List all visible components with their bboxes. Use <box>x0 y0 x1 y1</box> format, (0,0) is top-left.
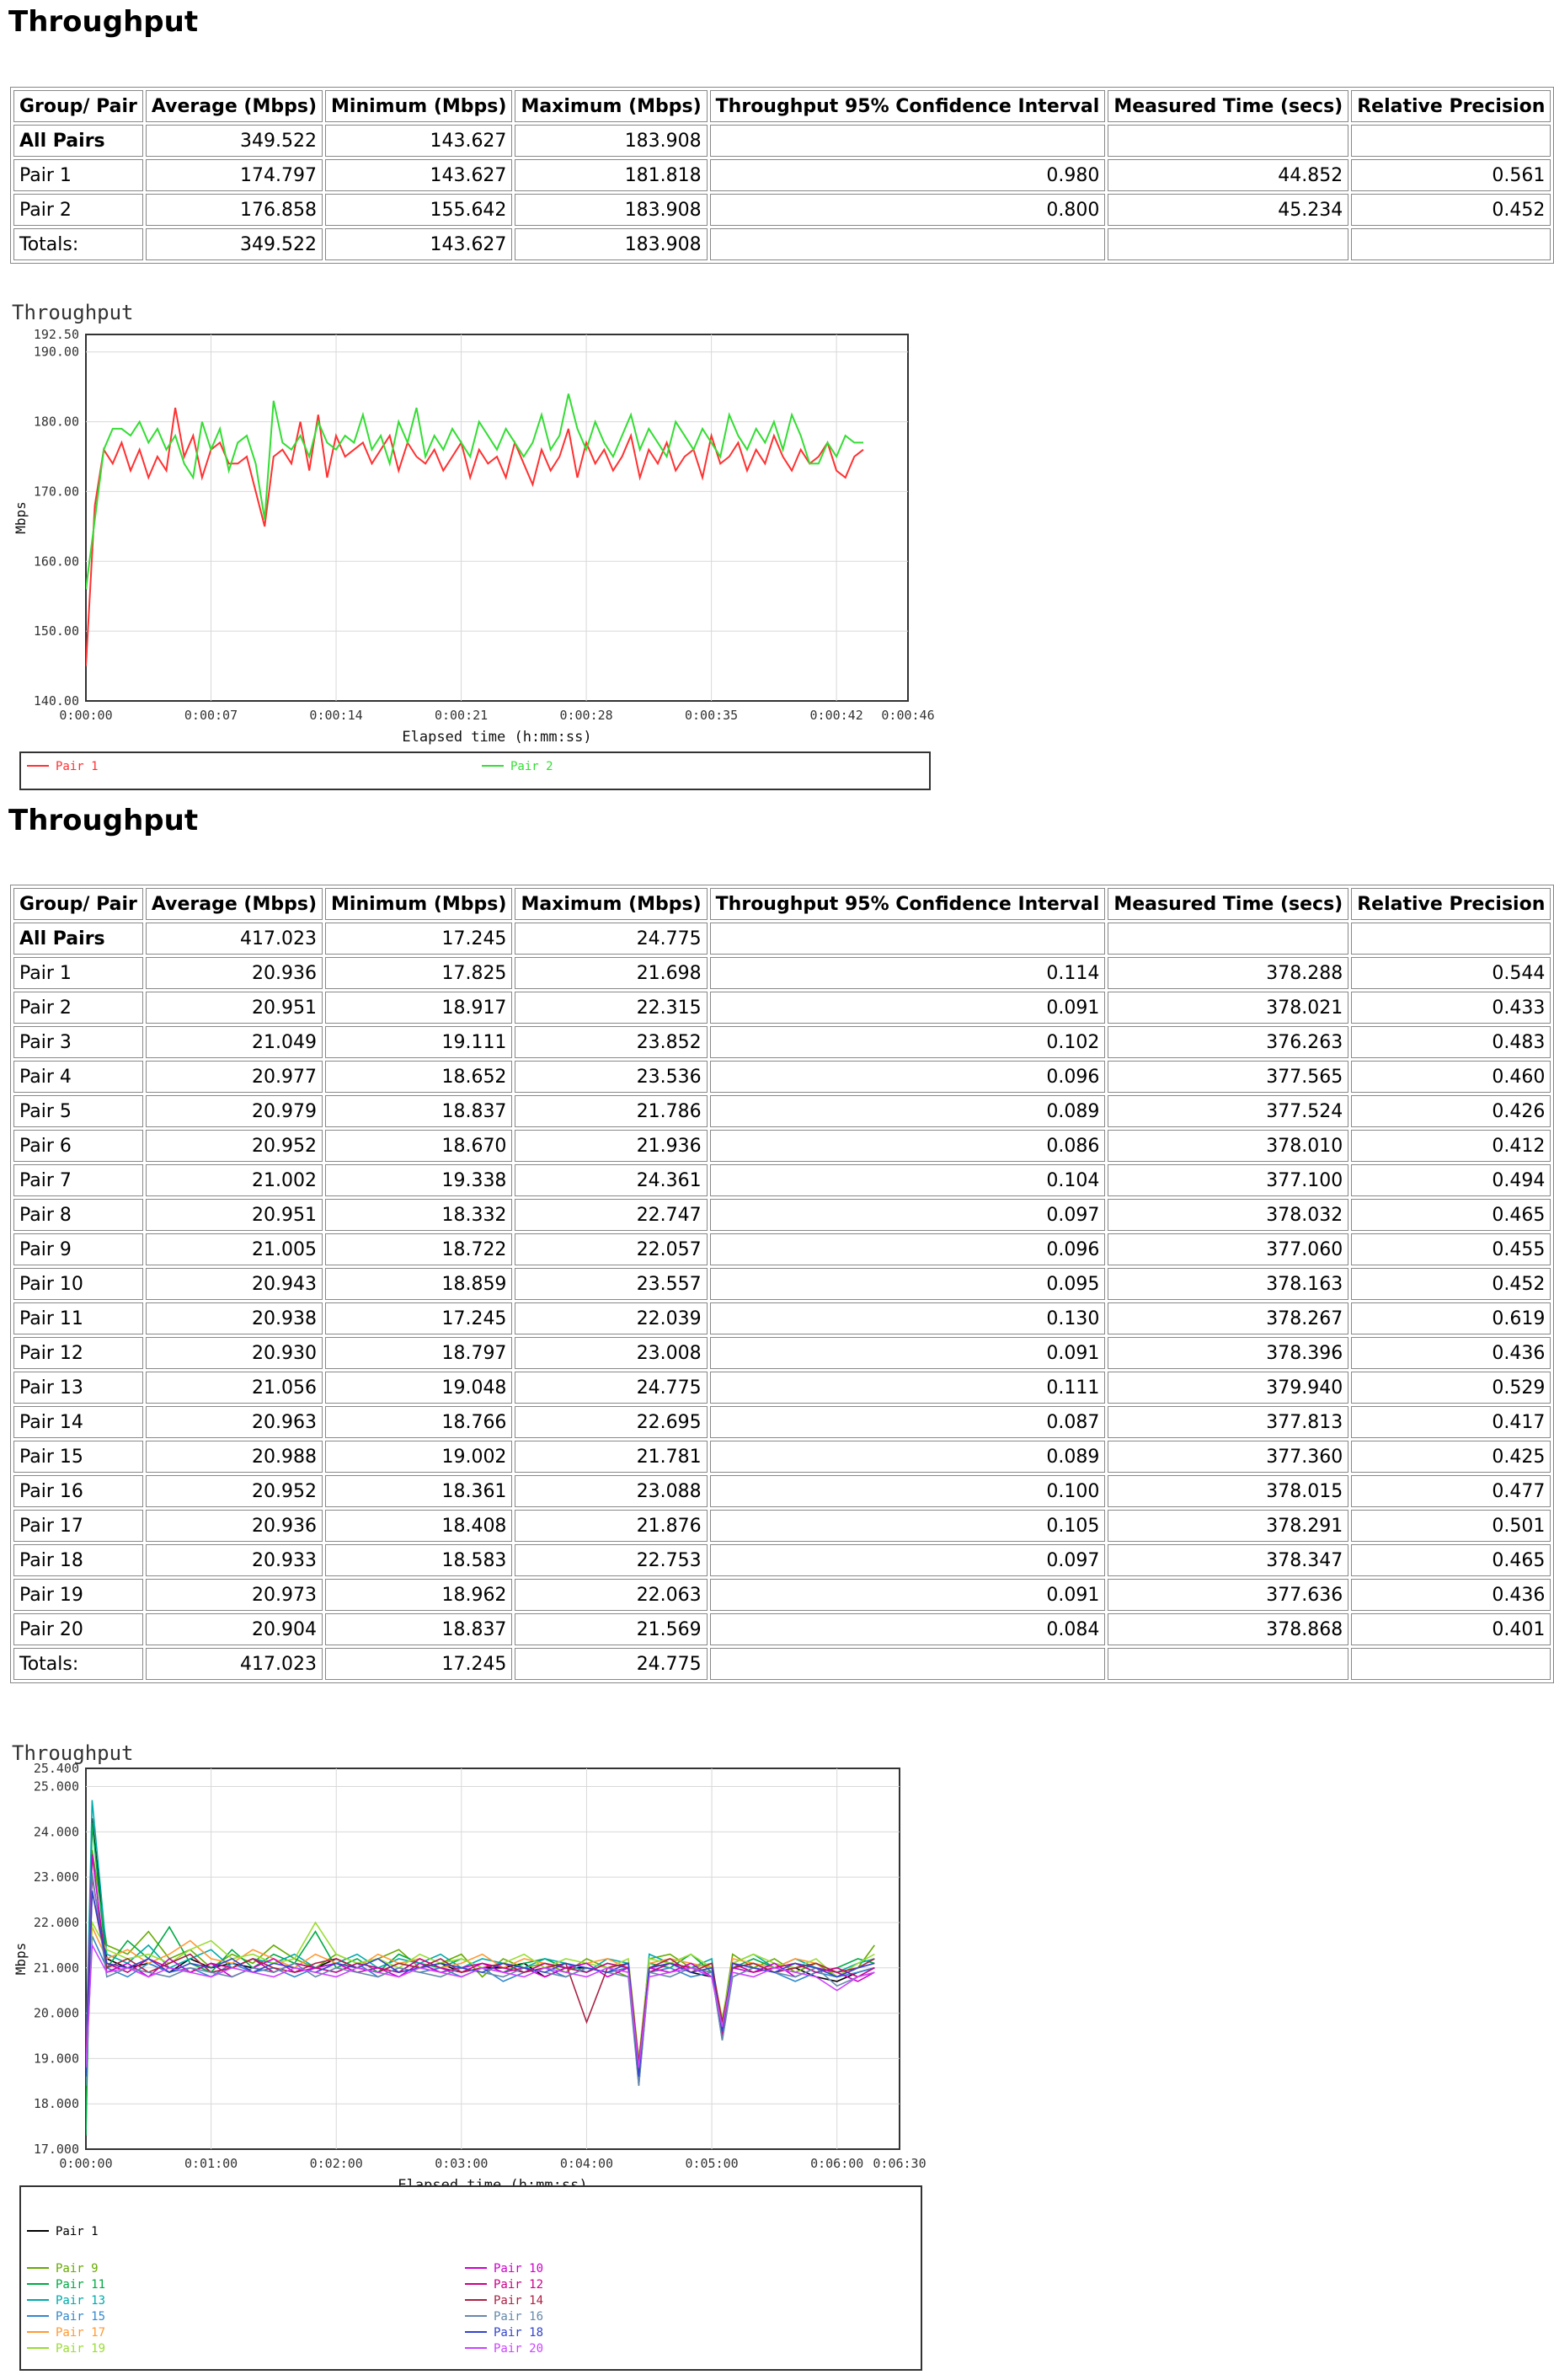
table-cell: 378.010 <box>1108 1130 1348 1162</box>
table-row <box>13 1233 1551 1265</box>
table-cell <box>1351 923 1551 955</box>
table-cell: 378.396 <box>1108 1337 1348 1369</box>
table-row <box>13 1199 1551 1231</box>
table-cell: 0.483 <box>1351 1026 1551 1058</box>
legend-entry: Pair 19 <box>56 2342 106 2356</box>
row-label: Pair 19 <box>13 1579 143 1611</box>
table-header-row <box>13 90 1551 122</box>
table-cell: 18.332 <box>325 1199 512 1231</box>
row-label: All Pairs <box>13 125 143 157</box>
y-tick-label: 140.00 <box>33 693 79 709</box>
table-row <box>13 1510 1551 1542</box>
table-cell: 20.943 <box>146 1268 323 1300</box>
table-cell: 0.980 <box>710 159 1106 191</box>
x-tick-label: 0:04:00 <box>559 2156 614 2171</box>
table-cell: 0.097 <box>710 1544 1106 1576</box>
table-cell: 20.952 <box>146 1130 323 1162</box>
table-cell: 22.039 <box>515 1302 707 1334</box>
chart-title: Throughput <box>12 301 134 324</box>
table-cell: 21.049 <box>146 1026 323 1058</box>
y-tick-label: 21.000 <box>33 1960 79 1976</box>
table-cell: 0.436 <box>1351 1337 1551 1369</box>
table-cell <box>710 228 1106 260</box>
table-cell: 19.338 <box>325 1164 512 1196</box>
table-cell: 18.583 <box>325 1544 512 1576</box>
table-cell: 17.825 <box>325 957 512 989</box>
table-cell: 0.100 <box>710 1475 1106 1507</box>
table-cell: 18.797 <box>325 1337 512 1369</box>
table-cell: 0.097 <box>710 1199 1106 1231</box>
legend-box <box>20 2186 921 2370</box>
x-tick-label: 0:00:14 <box>309 708 363 723</box>
y-tick-label: 160.00 <box>33 554 79 570</box>
table-row <box>13 1164 1551 1196</box>
table-cell: 0.561 <box>1351 159 1551 191</box>
table-row <box>13 1441 1551 1473</box>
table-header-row <box>13 888 1551 920</box>
table-cell: 379.940 <box>1108 1372 1348 1404</box>
y-tick-label: 25.000 <box>33 1778 79 1794</box>
table-cell: 0.084 <box>710 1613 1106 1645</box>
table-cell: 0.091 <box>710 1337 1106 1369</box>
legend-entry: Pair 2 <box>510 760 553 773</box>
x-tick-label: 0:00:00 <box>59 2156 113 2171</box>
row-label: Pair 9 <box>13 1233 143 1265</box>
table-cell <box>1108 1648 1348 1680</box>
table-cell: 0.465 <box>1351 1199 1551 1231</box>
table-cell: 21.786 <box>515 1095 707 1127</box>
table-cell: 378.347 <box>1108 1544 1348 1576</box>
table-cell: 0.619 <box>1351 1302 1551 1334</box>
table-cell: 377.636 <box>1108 1579 1348 1611</box>
table-cell: 143.627 <box>325 159 512 191</box>
table-cell: 23.536 <box>515 1061 707 1093</box>
x-tick-label: 0:06:30 <box>873 2156 927 2171</box>
x-tick-label: 0:05:00 <box>685 2156 739 2171</box>
table-cell: 23.088 <box>515 1475 707 1507</box>
row-label: Pair 3 <box>13 1026 143 1058</box>
table-cell: 417.023 <box>146 1648 323 1680</box>
table-cell: 0.089 <box>710 1095 1106 1127</box>
x-tick-label: 0:00:00 <box>59 708 113 723</box>
table-cell: 0.104 <box>710 1164 1106 1196</box>
row-label: Totals: <box>13 228 143 260</box>
table-cell: 18.722 <box>325 1233 512 1265</box>
table-cell: 18.962 <box>325 1579 512 1611</box>
table-cell: 0.091 <box>710 1579 1106 1611</box>
y-tick-label: 150.00 <box>33 623 79 639</box>
row-label: Pair 6 <box>13 1130 143 1162</box>
table-cell: 24.775 <box>515 1372 707 1404</box>
table-cell: 0.426 <box>1351 1095 1551 1127</box>
row-label: Pair 11 <box>13 1302 143 1334</box>
table-cell: 20.977 <box>146 1061 323 1093</box>
row-label: Pair 18 <box>13 1544 143 1576</box>
table-cell: 0.105 <box>710 1510 1106 1542</box>
table-row <box>13 1130 1551 1162</box>
table-cell: 18.670 <box>325 1130 512 1162</box>
table-cell: 18.837 <box>325 1613 512 1645</box>
table-cell: 376.263 <box>1108 1026 1348 1058</box>
table-row <box>13 159 1551 191</box>
table-row <box>13 923 1551 955</box>
x-tick-label: 0:00:42 <box>809 708 863 723</box>
x-tick-label: 0:00:07 <box>184 708 238 723</box>
table-cell: 0.086 <box>710 1130 1106 1162</box>
y-tick-label: 23.000 <box>33 1869 79 1885</box>
table-cell: 176.858 <box>146 194 323 226</box>
table-cell: 377.060 <box>1108 1233 1348 1265</box>
table-cell: 0.800 <box>710 194 1106 226</box>
table-cell <box>710 125 1106 157</box>
table-cell: 0.436 <box>1351 1579 1551 1611</box>
table-cell: 17.245 <box>325 923 512 955</box>
table-cell: 378.267 <box>1108 1302 1348 1334</box>
table-cell: 377.524 <box>1108 1095 1348 1127</box>
table-row <box>13 1544 1551 1576</box>
column-header: Relative Precision <box>1351 90 1551 122</box>
table-cell: 22.747 <box>515 1199 707 1231</box>
chart-svg <box>12 299 947 796</box>
table-row <box>13 1648 1551 1680</box>
table-cell: 183.908 <box>515 125 707 157</box>
table-cell: 23.852 <box>515 1026 707 1058</box>
row-label: Pair 2 <box>13 992 143 1024</box>
table-cell: 20.952 <box>146 1475 323 1507</box>
row-label: Pair 1 <box>13 957 143 989</box>
table-cell: 19.002 <box>325 1441 512 1473</box>
table-cell: 0.102 <box>710 1026 1106 1058</box>
legend-entry: Pair 1 <box>56 2225 99 2238</box>
table-row <box>13 992 1551 1024</box>
table-cell: 20.936 <box>146 1510 323 1542</box>
table-cell <box>1351 1648 1551 1680</box>
x-tick-label: 0:00:35 <box>684 708 739 723</box>
table-row <box>13 1475 1551 1507</box>
table-cell: 0.412 <box>1351 1130 1551 1162</box>
table-cell: 0.417 <box>1351 1406 1551 1438</box>
results-table-2 <box>10 885 1554 1683</box>
table-cell: 0.433 <box>1351 992 1551 1024</box>
table-cell <box>1351 125 1551 157</box>
legend-entry: Pair 17 <box>56 2326 106 2340</box>
legend-entry: Pair 1 <box>56 760 99 773</box>
y-tick-label: 170.00 <box>33 484 79 500</box>
y-tick-label: 180.00 <box>33 414 79 430</box>
table-cell: 21.876 <box>515 1510 707 1542</box>
table-cell: 0.095 <box>710 1268 1106 1300</box>
section-heading-1: Throughput <box>8 5 199 39</box>
table-cell: 0.529 <box>1351 1372 1551 1404</box>
table-cell: 155.642 <box>325 194 512 226</box>
table-cell: 22.753 <box>515 1544 707 1576</box>
table-cell: 143.627 <box>325 125 512 157</box>
table-cell: 18.766 <box>325 1406 512 1438</box>
x-tick-label: 0:00:46 <box>881 708 935 723</box>
column-header: Measured Time (secs) <box>1108 888 1348 920</box>
row-label: Pair 10 <box>13 1268 143 1300</box>
table-cell: 0.096 <box>710 1233 1106 1265</box>
table-cell: 18.408 <box>325 1510 512 1542</box>
table-cell <box>710 923 1106 955</box>
x-tick-label: 0:03:00 <box>435 2156 489 2171</box>
table-cell: 18.652 <box>325 1061 512 1093</box>
legend-entry: Pair 20 <box>494 2342 544 2356</box>
row-label: All Pairs <box>13 923 143 955</box>
table-cell: 378.163 <box>1108 1268 1348 1300</box>
row-label: Pair 14 <box>13 1406 143 1438</box>
row-label: Pair 4 <box>13 1061 143 1093</box>
column-header: Measured Time (secs) <box>1108 90 1348 122</box>
table-row <box>13 1337 1551 1369</box>
table-cell: 24.361 <box>515 1164 707 1196</box>
table-row <box>13 1026 1551 1058</box>
table-cell: 19.111 <box>325 1026 512 1058</box>
table-cell: 17.245 <box>325 1302 512 1334</box>
table-cell: 417.023 <box>146 923 323 955</box>
column-header: Average (Mbps) <box>146 888 323 920</box>
table-cell: 18.837 <box>325 1095 512 1127</box>
table-row <box>13 1579 1551 1611</box>
table-cell: 0.460 <box>1351 1061 1551 1093</box>
row-label: Pair 12 <box>13 1337 143 1369</box>
table-cell: 20.933 <box>146 1544 323 1576</box>
table-cell: 377.813 <box>1108 1406 1348 1438</box>
table-cell: 21.005 <box>146 1233 323 1265</box>
table-cell: 21.698 <box>515 957 707 989</box>
table-cell: 20.938 <box>146 1302 323 1334</box>
table-cell: 0.544 <box>1351 957 1551 989</box>
table-cell: 18.859 <box>325 1268 512 1300</box>
table-cell: 0.089 <box>710 1441 1106 1473</box>
table-cell: 0.130 <box>710 1302 1106 1334</box>
column-header: Group/ Pair <box>13 888 143 920</box>
plot-area <box>86 334 908 701</box>
column-header: Throughput 95% Confidence Interval <box>710 888 1106 920</box>
x-tick-label: 0:00:21 <box>434 708 489 723</box>
section-heading-2: Throughput <box>8 804 199 837</box>
x-tick-label: 0:01:00 <box>184 2156 238 2171</box>
table-row <box>13 194 1551 226</box>
x-tick-label: 0:02:00 <box>309 2156 363 2171</box>
table-cell: 0.087 <box>710 1406 1106 1438</box>
row-label: Pair 8 <box>13 1199 143 1231</box>
table-row <box>13 228 1551 260</box>
row-label: Pair 7 <box>13 1164 143 1196</box>
column-header: Average (Mbps) <box>146 90 323 122</box>
table-cell: 0.425 <box>1351 1441 1551 1473</box>
chart-title: Throughput <box>12 1741 134 1765</box>
table-cell: 20.951 <box>146 1199 323 1231</box>
legend-entry: Pair 16 <box>494 2310 544 2324</box>
row-label: Pair 20 <box>13 1613 143 1645</box>
throughput-chart-1 <box>12 299 947 796</box>
x-tick-label: 0:06:00 <box>810 2156 864 2171</box>
y-tick-label: 22.000 <box>33 1914 79 1930</box>
table-cell: 378.015 <box>1108 1475 1348 1507</box>
y-tick-label: 18.000 <box>33 2096 79 2112</box>
legend-entry: Pair 12 <box>494 2278 544 2292</box>
table-cell: 20.973 <box>146 1579 323 1611</box>
table-cell: 183.908 <box>515 194 707 226</box>
table-cell: 0.494 <box>1351 1164 1551 1196</box>
table-cell: 20.936 <box>146 957 323 989</box>
table-cell <box>1108 125 1348 157</box>
row-label: Pair 5 <box>13 1095 143 1127</box>
table-cell: 18.361 <box>325 1475 512 1507</box>
row-label: Pair 1 <box>13 159 143 191</box>
row-label: Pair 2 <box>13 194 143 226</box>
table-cell: 21.936 <box>515 1130 707 1162</box>
table-cell: 378.291 <box>1108 1510 1348 1542</box>
table-cell: 0.111 <box>710 1372 1106 1404</box>
results-table-1 <box>10 87 1554 264</box>
y-tick-label: 25.400 <box>33 1761 79 1776</box>
legend-entry: Pair 10 <box>494 2262 544 2276</box>
table-cell: 349.522 <box>146 125 323 157</box>
row-label: Totals: <box>13 1648 143 1680</box>
table-cell: 19.048 <box>325 1372 512 1404</box>
legend-entry: Pair 15 <box>56 2310 106 2324</box>
table-cell: 143.627 <box>325 228 512 260</box>
table-cell: 22.057 <box>515 1233 707 1265</box>
table-cell: 21.569 <box>515 1613 707 1645</box>
table-row <box>13 1095 1551 1127</box>
table-cell: 21.002 <box>146 1164 323 1196</box>
x-tick-label: 0:00:28 <box>559 708 613 723</box>
table-row <box>13 1406 1551 1438</box>
y-tick-label: 24.000 <box>33 1824 79 1840</box>
table-cell: 0.465 <box>1351 1544 1551 1576</box>
table-cell: 377.565 <box>1108 1061 1348 1093</box>
plot-area <box>86 1768 900 2149</box>
table-cell: 20.963 <box>146 1406 323 1438</box>
table-cell: 21.056 <box>146 1372 323 1404</box>
table-cell: 0.477 <box>1351 1475 1551 1507</box>
table-row <box>13 1613 1551 1645</box>
y-axis-label: Mbps <box>13 501 29 534</box>
table-cell: 23.008 <box>515 1337 707 1369</box>
y-tick-label: 17.000 <box>33 2142 79 2157</box>
table-cell: 377.360 <box>1108 1441 1348 1473</box>
table-cell: 20.951 <box>146 992 323 1024</box>
legend-entry: Pair 13 <box>56 2294 106 2308</box>
table-cell <box>1108 923 1348 955</box>
table-cell: 22.063 <box>515 1579 707 1611</box>
table-cell: 22.315 <box>515 992 707 1024</box>
table-cell: 20.979 <box>146 1095 323 1127</box>
legend-entry: Pair 14 <box>494 2294 544 2308</box>
table-cell: 0.501 <box>1351 1510 1551 1542</box>
legend-box <box>20 752 930 789</box>
table-cell: 349.522 <box>146 228 323 260</box>
table-cell <box>1108 228 1348 260</box>
table-cell: 378.288 <box>1108 957 1348 989</box>
table-cell: 23.557 <box>515 1268 707 1300</box>
column-header: Minimum (Mbps) <box>325 888 512 920</box>
table-cell: 377.100 <box>1108 1164 1348 1196</box>
column-header: Minimum (Mbps) <box>325 90 512 122</box>
table-cell: 20.988 <box>146 1441 323 1473</box>
table-cell: 181.818 <box>515 159 707 191</box>
legend-entry: Pair 18 <box>494 2326 544 2340</box>
legend-entry: Pair 9 <box>56 2262 99 2276</box>
table-cell: 44.852 <box>1108 159 1348 191</box>
table-cell: 378.021 <box>1108 992 1348 1024</box>
row-label: Pair 17 <box>13 1510 143 1542</box>
y-tick-label: 19.000 <box>33 2051 79 2067</box>
table-cell: 22.695 <box>515 1406 707 1438</box>
table-cell: 0.096 <box>710 1061 1106 1093</box>
table-cell: 24.775 <box>515 923 707 955</box>
table-cell: 18.917 <box>325 992 512 1024</box>
table-cell: 174.797 <box>146 159 323 191</box>
table-row <box>13 1061 1551 1093</box>
x-axis-label: Elapsed time (h:mm:ss) <box>402 729 592 746</box>
table-cell: 0.452 <box>1351 194 1551 226</box>
chart-svg <box>12 1740 947 2380</box>
row-label: Pair 15 <box>13 1441 143 1473</box>
column-header: Maximum (Mbps) <box>515 888 707 920</box>
y-tick-label: 20.000 <box>33 2005 79 2021</box>
column-header: Throughput 95% Confidence Interval <box>710 90 1106 122</box>
y-tick-label: 190.00 <box>33 344 79 360</box>
table-cell: 45.234 <box>1108 194 1348 226</box>
table-cell: 378.032 <box>1108 1199 1348 1231</box>
table-cell: 17.245 <box>325 1648 512 1680</box>
table-cell: 21.781 <box>515 1441 707 1473</box>
table-cell: 0.452 <box>1351 1268 1551 1300</box>
table-cell: 183.908 <box>515 228 707 260</box>
throughput-chart-2 <box>12 1740 947 2380</box>
row-label: Pair 13 <box>13 1372 143 1404</box>
table-cell <box>1351 228 1551 260</box>
table-cell: 0.114 <box>710 957 1106 989</box>
table-cell: 20.930 <box>146 1337 323 1369</box>
table-cell <box>710 1648 1106 1680</box>
table-row <box>13 1302 1551 1334</box>
table-cell: 0.091 <box>710 992 1106 1024</box>
table-cell: 0.401 <box>1351 1613 1551 1645</box>
column-header: Maximum (Mbps) <box>515 90 707 122</box>
column-header: Group/ Pair <box>13 90 143 122</box>
row-label: Pair 16 <box>13 1475 143 1507</box>
legend-entry: Pair 11 <box>56 2278 106 2292</box>
table-cell: 378.868 <box>1108 1613 1348 1645</box>
table-row <box>13 125 1551 157</box>
table-row <box>13 957 1551 989</box>
column-header: Relative Precision <box>1351 888 1551 920</box>
table-cell: 24.775 <box>515 1648 707 1680</box>
table-row <box>13 1372 1551 1404</box>
table-row <box>13 1268 1551 1300</box>
y-tick-label: 192.50 <box>33 327 79 342</box>
y-axis-label: Mbps <box>13 1942 29 1976</box>
table-cell: 0.455 <box>1351 1233 1551 1265</box>
table-cell: 20.904 <box>146 1613 323 1645</box>
